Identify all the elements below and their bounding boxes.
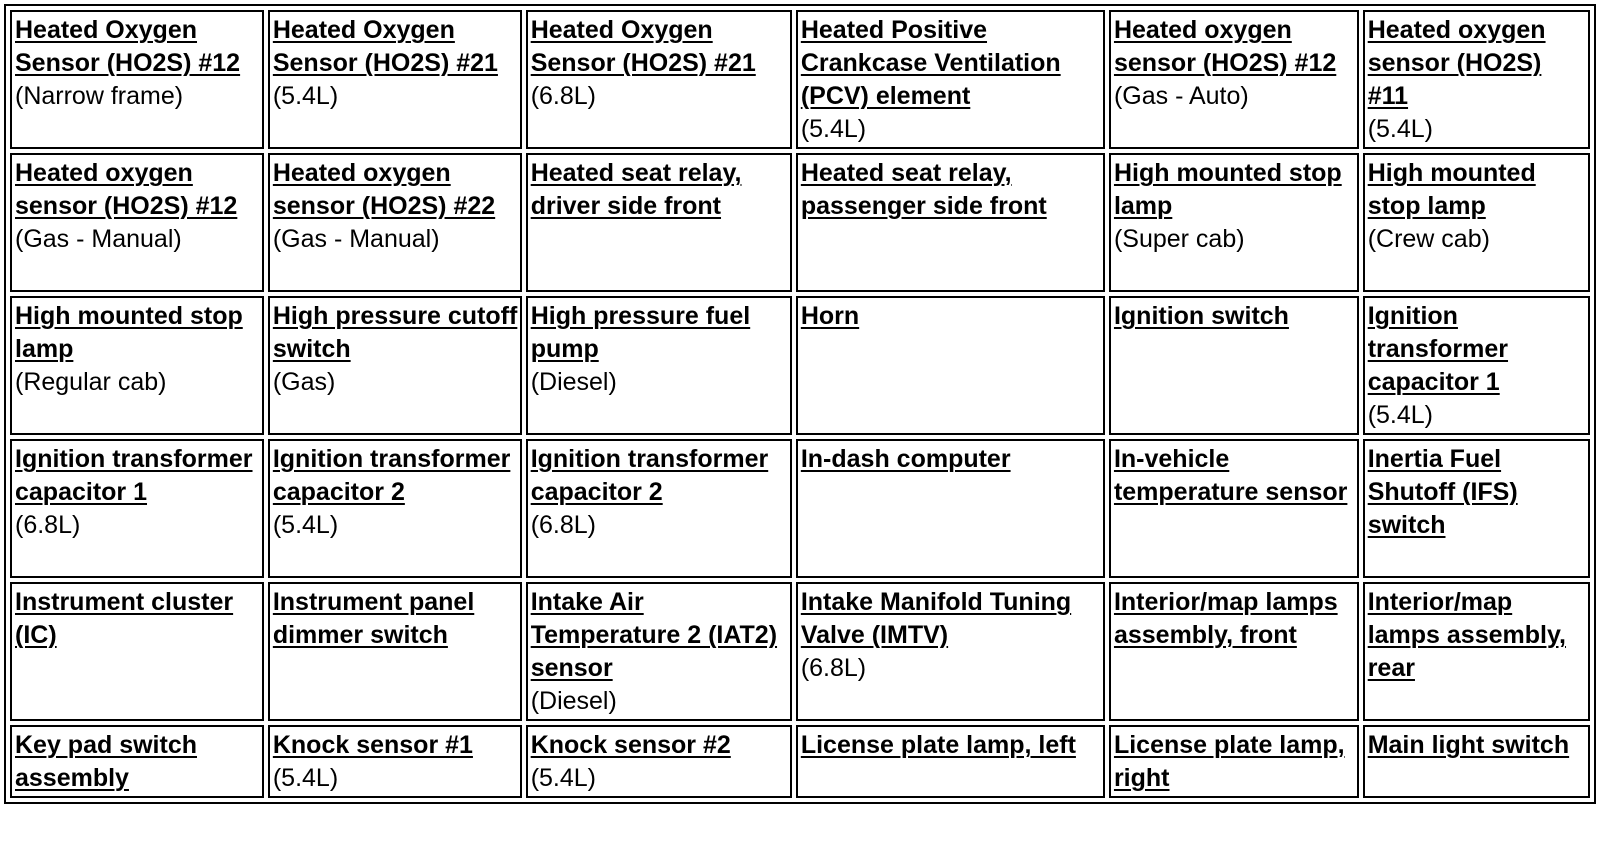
table-row bbox=[10, 582, 1590, 721]
table-cell bbox=[526, 296, 792, 435]
component-note: (Gas) bbox=[272, 368, 336, 396]
component-link[interactable]: Heated Oxygen Sensor (HO2S) #21 bbox=[272, 16, 498, 77]
table-cell bbox=[268, 10, 522, 149]
table-cell bbox=[526, 153, 792, 292]
table-cell bbox=[268, 153, 522, 292]
component-note: (Gas - Manual) bbox=[15, 225, 182, 253]
component-link[interactable]: Heated oxygen sensor (HO2S) #12 bbox=[15, 159, 238, 220]
component-note: (Gas - Manual) bbox=[272, 225, 440, 253]
table-cell bbox=[1109, 439, 1359, 578]
component-link[interactable]: Ignition switch bbox=[1113, 302, 1289, 330]
table-cell bbox=[1109, 153, 1359, 292]
component-note: (Gas - Auto) bbox=[1113, 82, 1249, 110]
table-cell bbox=[526, 10, 792, 149]
component-link[interactable]: Heated seat relay, driver side front bbox=[530, 159, 742, 220]
component-link[interactable]: Interior/map lamps assembly, rear bbox=[1367, 588, 1566, 682]
component-link[interactable]: License plate lamp, right bbox=[1113, 731, 1345, 792]
table-cell bbox=[10, 725, 264, 798]
table-cell bbox=[1109, 296, 1359, 435]
component-note: (5.4L) bbox=[272, 82, 339, 110]
component-link[interactable]: Instrument cluster (IC) bbox=[15, 588, 234, 649]
table-cell bbox=[796, 582, 1105, 721]
component-link[interactable]: High mounted stop lamp bbox=[1113, 159, 1342, 220]
table-cell bbox=[526, 439, 792, 578]
component-link[interactable]: Heated seat relay, passenger side front bbox=[800, 159, 1047, 220]
table-cell bbox=[1363, 725, 1590, 798]
table-cell bbox=[1363, 439, 1590, 578]
component-note: (Diesel) bbox=[530, 687, 617, 715]
component-note: (Narrow frame) bbox=[15, 82, 184, 110]
component-link[interactable]: Knock sensor #1 bbox=[272, 731, 473, 759]
table-row bbox=[10, 153, 1590, 292]
component-link[interactable]: Knock sensor #2 bbox=[530, 731, 731, 759]
component-note: (Super cab) bbox=[1113, 225, 1245, 253]
table-cell bbox=[526, 582, 792, 721]
table-row bbox=[10, 725, 1590, 798]
table-cell bbox=[796, 153, 1105, 292]
component-link[interactable]: High pressure fuel pump bbox=[530, 302, 751, 363]
table-cell bbox=[268, 296, 522, 435]
component-link[interactable]: In-vehicle temperature sensor bbox=[1113, 445, 1348, 506]
table-cell bbox=[10, 296, 264, 435]
component-link[interactable]: Horn bbox=[800, 302, 860, 330]
component-link[interactable]: Interior/map lamps assembly, front bbox=[1113, 588, 1338, 649]
component-note: (6.8L) bbox=[530, 511, 596, 539]
table-cell bbox=[10, 10, 264, 149]
component-link[interactable]: Key pad switch assembly bbox=[15, 731, 197, 792]
table-cell bbox=[10, 439, 264, 578]
component-link[interactable]: Heated oxygen sensor (HO2S) #12 bbox=[1113, 16, 1337, 77]
component-link[interactable]: Heated oxygen sensor (HO2S) #22 bbox=[272, 159, 496, 220]
table-row bbox=[10, 10, 1590, 149]
table-cell bbox=[1109, 10, 1359, 149]
component-note: (6.8L) bbox=[800, 654, 867, 682]
table-row bbox=[10, 439, 1590, 578]
component-link[interactable]: High mounted stop lamp bbox=[1367, 159, 1536, 220]
table-cell bbox=[1109, 582, 1359, 721]
table-cell bbox=[268, 582, 522, 721]
component-link[interactable]: Ignition transformer capacitor 1 bbox=[1367, 302, 1509, 396]
component-link[interactable]: Ignition transformer capacitor 2 bbox=[530, 445, 769, 506]
table-row bbox=[10, 296, 1590, 435]
table-cell bbox=[1363, 582, 1590, 721]
table-cell bbox=[796, 10, 1105, 149]
component-link[interactable]: Main light switch bbox=[1367, 731, 1570, 759]
component-link[interactable]: Ignition transformer capacitor 1 bbox=[15, 445, 253, 506]
component-link[interactable]: Instrument panel dimmer switch bbox=[272, 588, 475, 649]
component-link[interactable]: License plate lamp, left bbox=[800, 731, 1076, 759]
component-link[interactable]: Heated Oxygen Sensor (HO2S) #12 bbox=[15, 16, 241, 77]
component-note: (6.8L) bbox=[15, 511, 81, 539]
component-link[interactable]: High mounted stop lamp bbox=[15, 302, 243, 363]
table-cell bbox=[1109, 725, 1359, 798]
component-index-table bbox=[4, 4, 1596, 804]
component-note: (5.4L) bbox=[1367, 115, 1434, 143]
component-note: (5.4L) bbox=[272, 764, 339, 792]
table-cell bbox=[1363, 10, 1590, 149]
component-link[interactable]: Heated Positive Crankcase Ventilation (PCV) element bbox=[800, 16, 1061, 110]
component-note: (Crew cab) bbox=[1367, 225, 1490, 253]
table-cell bbox=[796, 439, 1105, 578]
component-note: (6.8L) bbox=[530, 82, 596, 110]
component-link[interactable]: Intake Air Temperature 2 (IAT2) sensor bbox=[530, 588, 778, 682]
component-note: (Diesel) bbox=[530, 368, 617, 396]
table-cell bbox=[796, 296, 1105, 435]
component-note: (5.4L) bbox=[800, 115, 867, 143]
component-link[interactable]: High pressure cutoff switch bbox=[272, 302, 518, 363]
table-cell bbox=[10, 582, 264, 721]
table-cell bbox=[796, 725, 1105, 798]
component-link[interactable]: Heated oxygen sensor (HO2S) #11 bbox=[1367, 16, 1546, 110]
component-note: (Regular cab) bbox=[15, 368, 167, 396]
table-cell bbox=[1363, 296, 1590, 435]
component-note: (5.4L) bbox=[1367, 401, 1434, 429]
component-link[interactable]: Heated Oxygen Sensor (HO2S) #21 bbox=[530, 16, 756, 77]
table-cell bbox=[1363, 153, 1590, 292]
table-cell bbox=[268, 439, 522, 578]
table-cell bbox=[10, 153, 264, 292]
component-note: (5.4L) bbox=[530, 764, 596, 792]
table-cell bbox=[268, 725, 522, 798]
component-link[interactable]: In-dash computer bbox=[800, 445, 1011, 473]
component-link[interactable]: Intake Manifold Tuning Valve (IMTV) bbox=[800, 588, 1072, 649]
component-link[interactable]: Inertia Fuel Shutoff (IFS) switch bbox=[1367, 445, 1518, 539]
table-cell bbox=[526, 725, 792, 798]
component-link[interactable]: Ignition transformer capacitor 2 bbox=[272, 445, 511, 506]
component-note: (5.4L) bbox=[272, 511, 339, 539]
